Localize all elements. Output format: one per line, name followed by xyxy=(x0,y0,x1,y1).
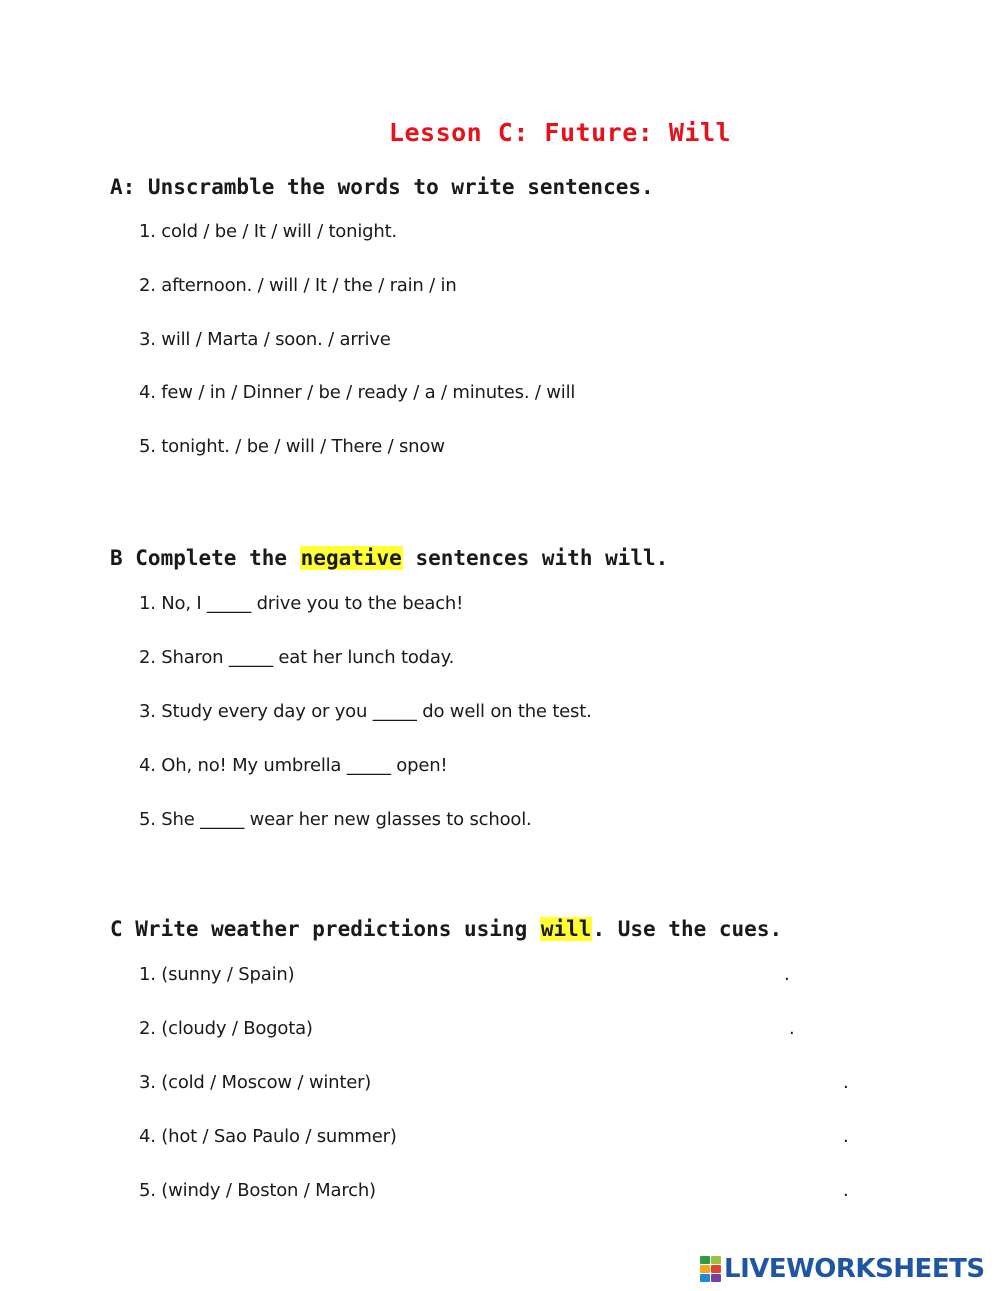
section-b-item-5: 5. She _____ wear her new glasses to school. xyxy=(139,809,532,830)
section-b-heading xyxy=(110,546,668,570)
section-c-item-4: 4. (hot / Sao Paulo / summer) xyxy=(139,1126,397,1147)
section-c-item-4-end-mark: . xyxy=(843,1126,849,1147)
section-c-heading-highlight: will xyxy=(540,917,592,941)
section-b-heading-pre: B Complete the xyxy=(110,546,300,570)
section-c-heading-post: . Use the cues. xyxy=(592,917,783,941)
section-c-heading-pre: C Write weather predictions using xyxy=(110,917,540,941)
section-b-item-1: 1. No, I _____ drive you to the beach! xyxy=(139,593,464,614)
section-a-item-3: 3. will / Marta / soon. / arrive xyxy=(139,329,391,350)
liveworksheets-logo-text: LIVEWORKSHEETS xyxy=(724,1254,985,1284)
section-c-item-1: 1. (sunny / Spain) xyxy=(139,964,295,985)
section-a-item-5: 5. tonight. / be / will / There / snow xyxy=(139,436,445,457)
section-b-item-4: 4. Oh, no! My umbrella _____ open! xyxy=(139,755,448,776)
section-a-item-1: 1. cold / be / It / will / tonight. xyxy=(139,221,397,242)
section-c-item-2-end-mark: . xyxy=(789,1018,795,1039)
section-a-item-4: 4. few / in / Dinner / be / ready / a / minutes. / will xyxy=(139,382,576,403)
section-b-heading-highlight: negative xyxy=(300,546,402,570)
section-c-item-5: 5. (windy / Boston / March) xyxy=(139,1180,376,1201)
section-c-item-3-end-mark: . xyxy=(843,1072,849,1093)
section-a-item-2: 2. afternoon. / will / It / the / rain / in xyxy=(139,275,457,296)
liveworksheets-logo-icon xyxy=(700,1256,721,1282)
section-b-item-2: 2. Sharon _____ eat her lunch today. xyxy=(139,647,455,668)
section-c-item-2: 2. (cloudy / Bogota) xyxy=(139,1018,313,1039)
section-b-heading-post: sentences with will. xyxy=(402,546,669,570)
page-title: Lesson C: Future: Will xyxy=(388,118,732,147)
section-c-item-3: 3. (cold / Moscow / winter) xyxy=(139,1072,372,1093)
section-a-heading: A: Unscramble the words to write sentences. xyxy=(110,175,654,199)
section-c-item-1-end-mark: . xyxy=(784,964,790,985)
section-c-heading xyxy=(110,917,782,941)
section-b-item-3: 3. Study every day or you _____ do well on the test. xyxy=(139,701,592,722)
section-c-item-5-end-mark: . xyxy=(843,1180,849,1201)
liveworksheets-logo[interactable] xyxy=(700,1253,985,1285)
